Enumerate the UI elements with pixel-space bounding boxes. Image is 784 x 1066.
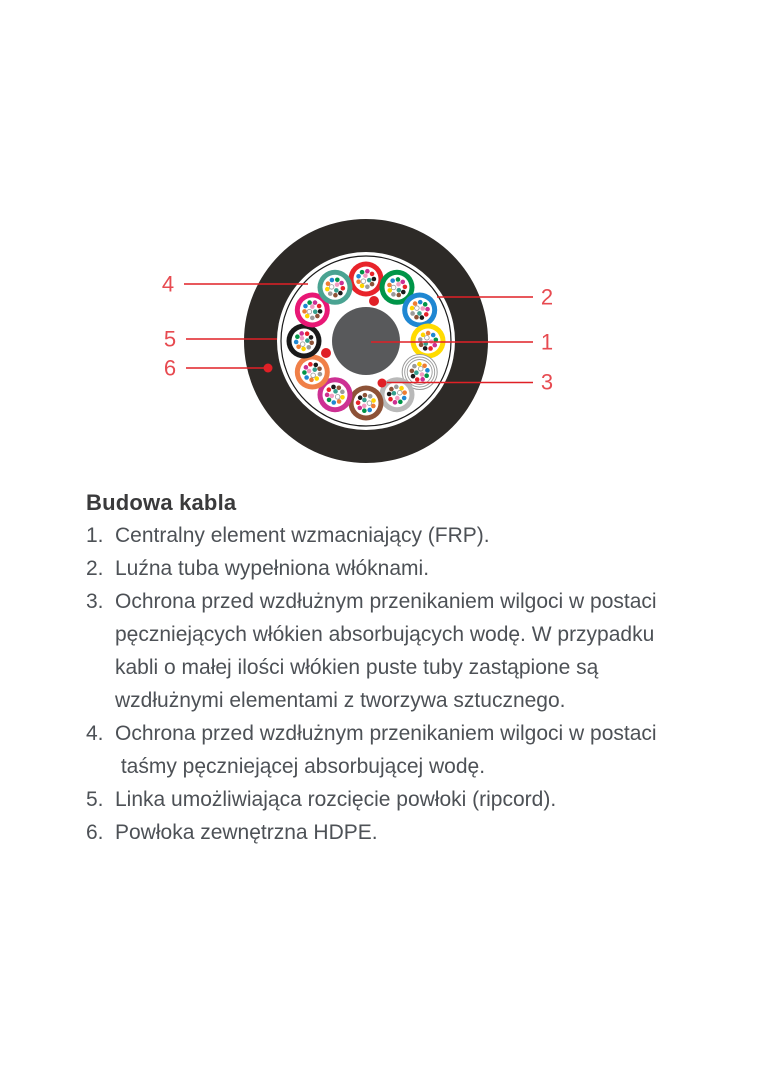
legend-item-number: 1. <box>86 524 104 547</box>
fiber-dot <box>325 287 330 292</box>
fiber-dot <box>305 338 310 343</box>
fiber-dot <box>309 335 314 340</box>
fiber-dot <box>333 293 338 298</box>
fiber-dot <box>396 277 401 282</box>
legend-item-text <box>115 783 726 816</box>
fiber-dot <box>420 306 425 311</box>
fiber-dot <box>317 304 322 309</box>
diagram-label-6: 6 <box>163 355 177 381</box>
legend-item-number: 5. <box>86 788 104 811</box>
fiber-dot <box>307 309 312 314</box>
legend-item-number: 6. <box>86 821 104 844</box>
fiber-dot <box>338 291 343 296</box>
fiber-dot <box>304 375 309 380</box>
legend-item-text <box>115 585 726 717</box>
cable-legend <box>86 486 726 849</box>
legend-text-line: Ochrona przed wzdłużnym przenikaniem wilgoci w postaci <box>115 590 657 613</box>
fiber-dot <box>341 286 346 291</box>
fiber-dot <box>313 300 318 305</box>
fiber-dot <box>340 395 345 400</box>
fiber-dot <box>418 300 423 305</box>
legend-item-6 <box>86 816 726 849</box>
fiber-dot <box>410 369 415 374</box>
leader-dot-6 <box>264 364 273 373</box>
fiber-dot <box>360 284 365 289</box>
central-strength-member-frp <box>332 307 400 375</box>
fiber-dot <box>365 269 370 274</box>
fiber-dot <box>425 307 430 312</box>
fiber-dot <box>413 301 418 306</box>
fiber-dot <box>387 392 392 397</box>
fiber-dot <box>400 280 405 285</box>
fiber-dot <box>415 377 420 382</box>
fiber-dot <box>417 311 422 316</box>
fiber-dot <box>423 346 428 351</box>
fiber-dot <box>399 386 404 391</box>
fiber-dot <box>335 277 340 282</box>
legend-text-line: Ochrona przed wzdłużnym przenikaniem wilgoci w postaci <box>115 722 657 745</box>
fiber-dot <box>330 394 335 399</box>
fiber-dot <box>414 315 419 320</box>
fiber-dot <box>328 291 333 296</box>
diagram-label-5: 5 <box>163 326 177 352</box>
legend-item-4 <box>86 717 726 783</box>
fiber-dot <box>420 372 425 377</box>
fiber-dot <box>300 342 305 347</box>
fiber-dot <box>356 279 361 284</box>
fiber-dot <box>318 372 323 377</box>
legend-text-line: taśmy pęczniejącej absorbującej wodę. <box>115 755 486 778</box>
legend-text-line: Luźna tuba wypełniona włóknami. <box>115 557 430 580</box>
fiber-dot <box>396 293 401 298</box>
fiber-dot <box>302 370 307 375</box>
fiber-dot <box>357 406 362 411</box>
fiber-dot <box>335 395 340 400</box>
fiber-dot <box>418 337 423 342</box>
diagram-label-4: 4 <box>161 271 175 297</box>
fiber-dot <box>307 369 312 374</box>
legend-item-text <box>115 552 726 585</box>
fiber-dot <box>333 389 338 394</box>
fiber-dot <box>308 362 313 367</box>
fiber-dot <box>365 284 370 289</box>
fiber-dot <box>432 343 437 348</box>
fiber-dot <box>412 364 417 369</box>
fiber-dot <box>397 288 402 293</box>
fiber-dot <box>318 309 323 314</box>
fiber-dot <box>295 334 300 339</box>
fiber-dot <box>397 390 402 395</box>
legend-item-number: 3. <box>86 590 104 613</box>
fiber-dot <box>363 273 368 278</box>
fiber-dot <box>392 391 397 396</box>
fiber-dot <box>311 373 316 378</box>
fiber-dot <box>370 282 375 287</box>
fiber-dot <box>402 390 407 395</box>
fiber-dot <box>367 408 372 413</box>
fiber-dot <box>394 385 399 390</box>
fiber-dot <box>411 374 416 379</box>
legend-item-text <box>115 816 726 849</box>
fiber-dot <box>403 285 408 290</box>
cable-cross-section-diagram <box>0 0 784 480</box>
fiber-dot <box>390 278 395 283</box>
fiber-dot <box>358 395 363 400</box>
legend-text-line: Linka umożliwiająca rozcięcie powłoki (ripcord). <box>115 788 557 811</box>
fiber-dot <box>360 270 365 275</box>
legend-item-1 <box>86 519 726 552</box>
fiber-dot <box>388 397 393 402</box>
fiber-dot <box>424 312 429 317</box>
fiber-dot <box>402 396 407 401</box>
fiber-dot <box>327 398 332 403</box>
fiber-dot <box>310 316 315 321</box>
fiber-dot <box>335 282 340 287</box>
fiber-dot <box>362 408 367 413</box>
fiber-dot <box>368 394 373 399</box>
water-swellable-dot <box>369 296 379 306</box>
fiber-dot <box>420 377 425 382</box>
fiber-dot <box>362 404 367 409</box>
legend-item-number: 2. <box>86 557 104 580</box>
fiber-dot <box>337 399 342 404</box>
fiber-dot <box>340 390 345 395</box>
legend-item-5 <box>86 783 726 816</box>
fiber-dot <box>389 387 394 392</box>
fiber-dot <box>302 309 307 314</box>
fiber-dot <box>393 400 398 405</box>
fiber-dot <box>304 365 309 370</box>
fiber-dot <box>414 370 419 375</box>
fiber-dot <box>329 285 334 290</box>
fiber-dot <box>410 306 415 311</box>
fiber-dot <box>425 335 430 340</box>
fiber-dot <box>300 336 305 341</box>
fiber-dot <box>361 279 366 284</box>
water-swellable-dot <box>378 379 387 388</box>
fiber-dot <box>401 290 406 295</box>
legend-text-line: Powłoka zewnętrzna HDPE. <box>115 821 378 844</box>
fiber-dot <box>303 304 308 309</box>
fiber-dot <box>305 314 310 319</box>
fiber-dot <box>330 278 335 283</box>
legend-text-line: kabli o małej ilości włókien puste tuby zastąpione są <box>115 656 599 679</box>
fiber-dot <box>363 393 368 398</box>
fiber-dot <box>315 314 320 319</box>
fiber-dot <box>396 282 401 287</box>
diagram-label-1: 1 <box>540 329 554 355</box>
fiber-dot <box>339 281 344 286</box>
fiber-dot <box>426 331 431 336</box>
fiber-dot <box>370 272 375 277</box>
fiber-dot <box>299 331 304 336</box>
fiber-dot <box>327 387 332 392</box>
fiber-dot <box>294 340 299 345</box>
cable-legend-list <box>86 519 726 849</box>
fiber-dot <box>419 343 424 348</box>
fiber-dot <box>337 385 342 390</box>
fiber-dot <box>313 309 318 314</box>
legend-item-number: 4. <box>86 722 104 745</box>
fiber-dot <box>306 345 311 350</box>
legend-title: Budowa kabla <box>86 490 237 515</box>
water-swellable-dot <box>321 348 331 358</box>
fiber-dot <box>301 347 306 352</box>
fiber-dot <box>310 304 315 309</box>
fiber-dot <box>331 400 336 405</box>
legend-item-text <box>115 717 726 783</box>
fiber-dot <box>317 366 322 371</box>
fiber-dot <box>415 306 420 311</box>
fiber-dot <box>312 367 317 372</box>
fiber-dot <box>367 278 372 283</box>
legend-item-3 <box>86 585 726 717</box>
fiber-dot <box>424 373 429 378</box>
fiber-dot <box>418 366 423 371</box>
legend-text-line: Centralny element wzmacniający (FRP). <box>115 524 490 547</box>
diagram-label-3: 3 <box>540 369 554 395</box>
fiber-dot <box>362 398 367 403</box>
fiber-dot <box>367 401 372 406</box>
fiber-dot <box>428 346 433 351</box>
fiber-dot <box>331 385 336 390</box>
fiber-dot <box>425 368 430 373</box>
legend-text-line: pęczniejących włókien absorbujących wodę. W przypadku <box>115 623 655 646</box>
fiber-dot <box>391 292 396 297</box>
fiber-dot <box>313 363 318 368</box>
diagram-label-2: 2 <box>540 284 554 310</box>
fiber-dot <box>420 315 425 320</box>
fiber-dot <box>356 400 361 405</box>
fiber-dot <box>309 378 314 383</box>
fiber-dot <box>356 274 361 279</box>
fiber-dot <box>398 400 403 405</box>
fiber-dot <box>309 340 314 345</box>
fiber-dot <box>372 277 377 282</box>
legend-item-text <box>115 519 726 552</box>
fiber-dot <box>431 333 436 338</box>
fiber-dot <box>325 393 330 398</box>
legend-item-2 <box>86 552 726 585</box>
fiber-dot <box>307 300 312 305</box>
fiber-dot <box>395 396 400 401</box>
fiber-dot <box>334 288 339 293</box>
fiber-dot <box>391 285 396 290</box>
legend-text-line: wzdłużnymi elementami z tworzywa sztucznego. <box>115 689 566 712</box>
fiber-dot <box>410 311 415 316</box>
fiber-dot <box>305 331 310 336</box>
fiber-dot <box>423 302 428 307</box>
fiber-dot <box>417 362 422 367</box>
